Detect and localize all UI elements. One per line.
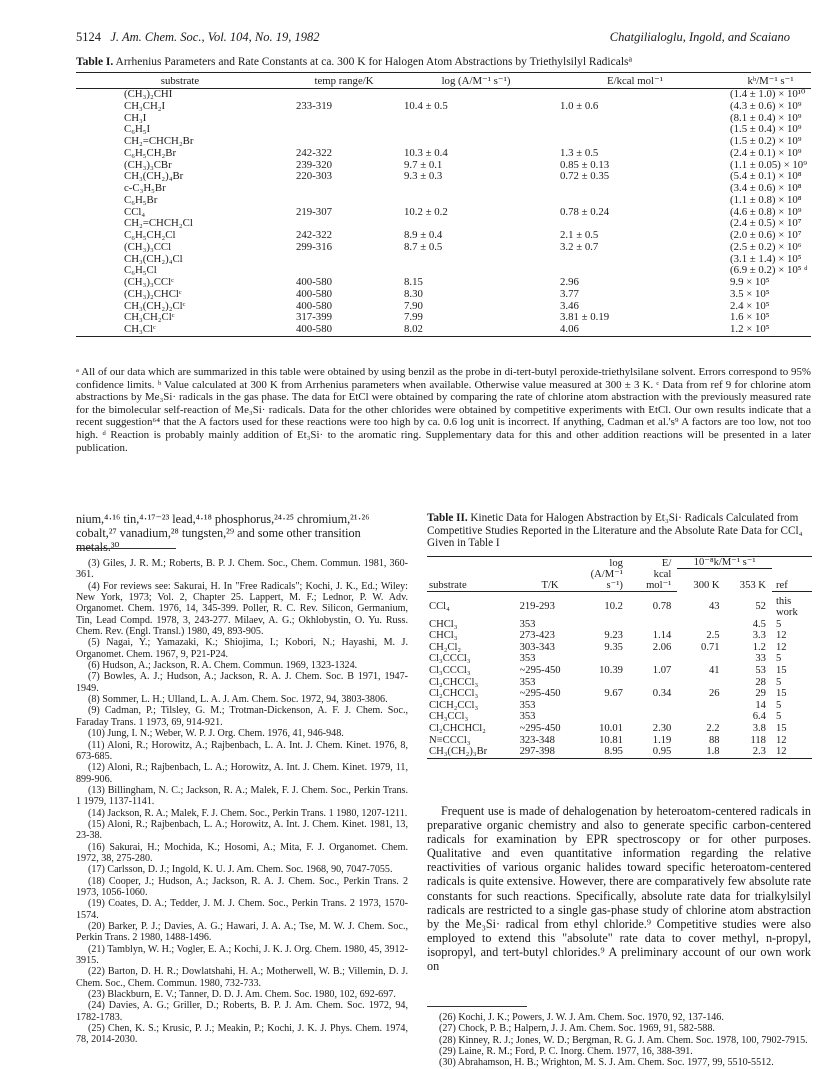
table-1-cell-energy: [548, 136, 710, 148]
reference-item: (26) Kochi, J. K.; Powers, J. W. J. Am. Chem. Soc. 1970, 92, 137-146.: [439, 1012, 724, 1023]
table-2-cell-energy: [629, 653, 677, 665]
table-row: [76, 301, 811, 313]
table-2-cell-substrate: CH₂Cl₂: [429, 641, 462, 653]
reference-item: (25) Chen, K. S.; Krusic, P. J.; Meakin, P.; Kochi, J. K. J. Phys. Chem. 1974, 78, 2014-2030.: [76, 1023, 408, 1046]
table-row: [427, 642, 812, 654]
reference-item: (28) Kinney, R. J.; Jones, W. D.; Bergman, R. G. J. Am. Chem. Soc. 1978, 100, 7902-7915.: [439, 1034, 808, 1046]
table-1-cell-substrate: C₆H₅CH₂Br: [124, 146, 177, 159]
table-1-cell-rate: (4.3 ± 0.6) × 10⁹: [730, 99, 802, 112]
table-2-cell-energy: 0.95: [629, 746, 677, 758]
author-list: Chatgilialoglu, Ingold, and Scaiano: [609, 30, 790, 44]
table-1-cell-rate: (2.5 ± 0.2) × 10⁶: [730, 240, 802, 253]
table-1-cell-rate: 9.9 × 10⁵: [730, 276, 770, 288]
table-1-cell-loga: [392, 89, 548, 101]
table-row: [76, 183, 811, 195]
table-2-cell-energy: 2.06: [652, 641, 672, 653]
table-1-cell-energy: [548, 89, 710, 101]
table-2-col-e-line3: mol⁻¹: [629, 580, 677, 592]
table-1-cell-energy: 3.46: [560, 299, 579, 312]
table-1-cell-temp: 400-580: [284, 324, 392, 336]
reference-item: (4) For reviews see: Sakurai, H. In "Free Radicals"; Kochi, J. K., Ed.; Wiley: New York, 1973; Vol. 2, Chapter 25. Lappert, M. F.; Lednor, P. W. Adv. Organomet. Chem. 1976, 14, 345-399. Poller, R. C. Rev. Silicon, Germanium, Tin, Lead Compd. 1978, 3, 243-277. Milaev, A. G.; Okhlobystin, O. Yu. Russ. Chem. Rev. (Engl. Transl.) 1980, 49, 893-905.: [76, 580, 408, 638]
table-2-cell-energy: [629, 711, 677, 723]
table-1-caption: [76, 56, 806, 69]
table-1-cell-loga: [392, 195, 548, 207]
table-1-cell-energy: 0.85 ± 0.13: [560, 158, 610, 171]
table-2-col-substrate: substrate: [427, 580, 520, 592]
reference-item: (9) Cadman, P.; Tilsley, G. M.; Trotman-Dickenson, A. F. J. Chem. Soc., Faraday Trans. 1 1973, 69, 914-921.: [76, 705, 408, 728]
table-2-cell-k353: 118: [750, 734, 766, 746]
table-2-cell-temp: 353: [519, 618, 536, 630]
table-row: [76, 171, 811, 183]
table-2-cell-substrate: N≡CCCl₃: [429, 734, 471, 746]
table-2-header-row-2: [427, 569, 812, 580]
table-1-col-energy: E/kcal mol⁻¹: [548, 73, 710, 89]
reference-item: (14) Jackson, R. A.; Malek, F. J. Chem. Soc., Perkin Trans. 1 1980, 1207-1211.: [88, 807, 408, 819]
table-1-cell-loga: 8.15: [404, 276, 423, 288]
reference-item: (3) Giles, J. R. M.; Roberts, B. P. J. Chem. Soc., Chem. Commun. 1981, 360-361.: [76, 558, 408, 581]
reference-item: (10) Jung, I. N.; Weber, W. P. J. Org. Chem. 1976, 41, 946-948.: [88, 728, 344, 740]
table-2-cell-loga: 9.67: [604, 688, 623, 700]
table-2-cell-k300: [677, 711, 723, 723]
table-2-cell-ref: this work: [775, 595, 798, 619]
table-1-col-rate: kᵇ/M⁻¹ s⁻¹: [710, 73, 811, 89]
reference-item: (23) Blackburn, E. V.; Tanner, D. D. J. Am. Chem. Soc. 1980, 102, 692-697.: [88, 989, 396, 1001]
table-1-cell-temp: 400-580: [296, 276, 332, 288]
table-2-cell-substrate: Cl₃CCCl₃: [429, 653, 471, 665]
table-2-col-loga-line1: log: [581, 557, 629, 569]
table-2-cell-loga: 8.95: [581, 746, 629, 758]
reference-item: (13) Billingham, N. C.; Jackson, R. A.; Malek, F. J. Chem. Soc., Perkin Trans. 1 1979, 1137-1141.: [76, 784, 408, 808]
table-2-body: [427, 591, 812, 758]
table-1-cell-substrate: (CH₃)₂CHClᶜ: [124, 287, 182, 300]
table-1-cell-substrate: CH₃I: [124, 111, 147, 124]
table-1-cell-temp: 242-322: [296, 146, 332, 159]
table-2-cell-loga: [581, 653, 629, 665]
table-1-cell-rate: (1.5 ± 0.4) × 10⁹: [730, 123, 802, 136]
footnote-divider-right: [427, 1006, 527, 1007]
table-row: [427, 653, 812, 665]
table-2-col-k300: 300 K: [693, 580, 720, 591]
table-2: [427, 556, 812, 759]
table-2-cell-ref: 12: [772, 746, 812, 758]
body-text-right: Frequent use is made of dehalogenation by heteroatom-centered radicals in preparative organic chemistry and also to generate specific carbon-centered radicals for examination by EPR spectroscopy or for other purposes. Qualitative and even quantitative information regarding the relative reactivities of various organic halides toward specific heteroatom-centered radicals is quite extensive. However, there are comparatively few absolute rate constants for such reactions. Specifically, absolute rate data for trialkylsilyl radicals are restricted to a single gas-phase study of chlorine atom abstraction by the Me₃Si· radical from ethyl chloride.⁹ Competitive studies were also employed to extend this "absolute" rate data to cover methyl, n-propyl, isopropyl, and tert-butyl chlorides.⁹ A preliminary account of our own work on: [427, 804, 811, 974]
table-2-cell-temp: ~295-450: [519, 665, 561, 677]
table-2-cell-substrate: CHCl₃: [429, 618, 458, 630]
table-1-cell-substrate: CCl₄: [124, 205, 146, 218]
table-2-cell-energy: [629, 619, 677, 631]
table-1-cell-substrate: CH₂=CHCH₂Br: [124, 135, 194, 147]
table-1-cell-temp: [284, 183, 392, 195]
table-1-cell-temp: 239-320: [296, 158, 332, 171]
reference-item: (27) Chock, P. B.; Halpern, J. J. Am. Chem. Soc. 1969, 91, 582-588.: [439, 1023, 715, 1035]
table-2-cell-temp: 303-343: [519, 641, 555, 653]
table-2-cell-energy: 1.07: [652, 665, 672, 677]
table-1-cell-temp: 400-580: [296, 287, 332, 300]
table-1-cell-substrate: CH₃Clᶜ: [76, 324, 284, 336]
table-2-cell-substrate: CHCl₃: [429, 630, 458, 642]
table-1-cell-loga: 8.30: [404, 287, 423, 300]
table-1-cell-loga: [392, 113, 548, 125]
table-1-cell-substrate: CH₃CH₂I: [124, 99, 166, 112]
table-1-cell-energy: [548, 183, 710, 195]
table-2-col-e-line2: kcal: [653, 568, 672, 580]
table-1-cell-loga: 10.2 ± 0.2: [404, 205, 448, 218]
table-1-cell-rate: (2.4 ± 0.1) × 10⁹: [730, 146, 802, 159]
table-2-cell-k353: 2.3: [724, 746, 772, 758]
reference-item: (16) Sakurai, H.; Mochida, K.; Hosomi, A.; Mita, F. J. Organomet. Chem. 1972, 38, 275-280.: [76, 841, 408, 864]
table-2-cell-substrate: ClCH₂CCl₃: [429, 699, 479, 711]
table-1-cell-temp: 220-303: [296, 170, 332, 183]
table-2-cell-k300: [677, 700, 723, 712]
reference-item: (6) Hudson, A.; Jackson, R. A. Chem. Commun. 1969, 1323-1324.: [88, 660, 358, 672]
table-2-cell-energy: 1.14: [652, 630, 672, 642]
table-2-cell-temp: 353: [519, 711, 536, 723]
table-2-cell-temp: ~295-450: [519, 688, 561, 700]
table-2-cell-energy: [629, 677, 677, 689]
table-1-cell-substrate: CH₃(CH₂)₂Clᶜ: [124, 299, 186, 312]
table-2-cell-energy: [629, 700, 677, 712]
table-2-cell-loga: 9.35: [604, 641, 623, 653]
table-1-body: [76, 89, 811, 337]
table-1-header-row: [76, 73, 811, 89]
table-1-cell-substrate: C₆H₅Cl: [124, 264, 157, 277]
body-text-left: nium,⁴·¹⁶ tin,⁴·¹⁷⁻²³ lead,⁴·¹⁸ phosphorus,²⁴·²⁵ chromium,²¹·²⁶ cobalt,²⁷ vanadium,²⁸ tungsten,²⁹ and some other transition metals.³⁰: [76, 512, 370, 554]
table-1-cell-rate: 1.2 × 10⁵: [710, 324, 811, 336]
table-1-cell-rate: 3.5 × 10⁵: [730, 287, 770, 300]
table-2-cell-k353: 14: [755, 699, 766, 711]
running-header: [76, 30, 790, 46]
table-2-cell-k300: 26: [709, 688, 720, 700]
table-2-cell-substrate: CCl₄: [429, 601, 450, 613]
table-1-col-temp: temp range/K: [284, 73, 392, 89]
table-2-cell-loga: [581, 677, 629, 689]
reference-list-right: [427, 1012, 811, 1069]
table-2-cell-k353: 52: [755, 601, 766, 613]
table-2-cell-substrate: Cl₃CCCl₃: [429, 665, 471, 677]
table-2-cell-loga: 10.01: [599, 723, 623, 735]
table-2-cell-temp: 273-423: [519, 630, 555, 642]
table-row: [76, 218, 811, 230]
table-1: [76, 72, 811, 337]
table-2-cell-loga: 10.81: [599, 734, 623, 746]
table-row: [76, 148, 811, 160]
table-2-cell-k353: 3.3: [752, 630, 766, 642]
table-2-title: Kinetic Data for Halogen Abstraction by Et₃Si· Radicals Calculated from Competitive Studies Reported in the Literature and the Absolute Rate Data for CCl₄ Given in Table I: [427, 512, 803, 550]
table-1-cell-energy: [548, 124, 710, 136]
table-row: [76, 312, 811, 324]
table-1-cell-rate: (3.4 ± 0.6) × 10⁸: [730, 182, 802, 194]
table-1-cell-loga: 10.3 ± 0.4: [404, 146, 448, 159]
table-2-cell-ref: 12: [775, 630, 787, 642]
table-2-cell-ref: 5: [775, 711, 782, 723]
table-1-cell-temp: 242-322: [296, 229, 332, 241]
reference-item: (17) Carlsson, D. J.; Ingold, K. U. J. Am. Chem. Soc. 1968, 90, 7047-7055.: [88, 864, 393, 876]
table-2-cell-ref: 15: [775, 665, 787, 677]
table-2-cell-substrate: Cl₂CHCCl₃: [429, 676, 479, 688]
reference-item: (5) Nagai, Y.; Yamazaki, K.; Shiojima, I.; Kobori, N.; Hayashi, M. J. Organomet. Chem. 1967, 9, P21-P24.: [76, 637, 408, 660]
table-1-cell-substrate: c-C₃H₅Br: [124, 182, 166, 194]
table-row: [427, 735, 812, 747]
table-1-cell-rate: 1.6 × 10⁵: [730, 311, 770, 324]
reference-item: (18) Cooper, J.; Hudson, A.; Jackson, R. A. J. Chem. Soc., Perkin Trans. 2 1973, 1056-1060.: [76, 875, 408, 898]
table-2-cell-temp: 219-293: [519, 601, 555, 613]
table-2-cell-substrate: CH₃(CH₂)₃Br: [427, 746, 520, 758]
table-row: [427, 619, 812, 631]
table-1-cell-temp: [284, 124, 392, 136]
table-2-cell-temp: 353: [519, 676, 536, 688]
table-1-cell-rate: (1.5 ± 0.2) × 10⁹: [730, 135, 802, 147]
table-2-header-row-1: [427, 557, 812, 569]
table-2-cell-k353: 3.8: [752, 723, 766, 735]
table-1-cell-temp: [284, 136, 392, 148]
table-1-cell-rate: (8.1 ± 0.4) × 10⁹: [730, 111, 802, 124]
table-2-cell-ref: 5: [775, 676, 782, 688]
table-1-cell-energy: 2.96: [560, 276, 579, 288]
table-1-cell-temp: [284, 195, 392, 207]
table-row: [427, 746, 812, 758]
table-1-cell-substrate: C₆H₅CH₂Cl: [124, 229, 176, 241]
table-2-cell-k300: 1.8: [677, 746, 723, 758]
table-2-cell-ref: 5: [775, 699, 782, 711]
reference-item: (11) Aloni, R.; Horowitz, A.; Rajbenbach, L. A. Int. J. Chem. Kinet. 1976, 8, 673-685.: [76, 739, 408, 762]
table-1-cell-energy: 3.77: [560, 287, 579, 300]
table-2-cell-energy: 2.30: [652, 723, 672, 735]
reference-item: (20) Barker, P. J.; Davies, A. G.; Hawari, J. A. A.; Tse, M. W. J. Chem. Soc., Perkin Trans. 2 1980, 1488-1496.: [76, 921, 408, 944]
table-row: [76, 113, 811, 125]
table-row: [76, 160, 811, 172]
table-1-cell-energy: [548, 195, 710, 207]
table-1-cell-loga: 8.7 ± 0.5: [404, 240, 443, 253]
table-2-cell-substrate: Cl₂CHCCl₃: [429, 688, 479, 700]
reference-item: (29) Laine, R. M.; Ford, P. C. Inorg. Chem. 1977, 16, 388-391.: [439, 1046, 693, 1058]
table-row: [76, 101, 811, 113]
table-1-cell-temp: 299-316: [296, 240, 332, 253]
table-2-cell-energy: 0.78: [652, 601, 672, 613]
table-1-col-substrate: substrate: [76, 73, 284, 89]
table-1-label: Table I.: [76, 56, 114, 68]
table-1-title: Arrhenius Parameters and Rate Constants at ca. 300 K for Halogen Atom Abstractions by Triethylsilyl Radicals: [115, 56, 629, 68]
table-1-cell-loga: 7.99: [404, 311, 423, 324]
table-2-cell-k353: 28: [755, 676, 766, 688]
table-row: [76, 265, 811, 277]
table-1-cell-energy: 3.2 ± 0.7: [560, 240, 599, 253]
table-2-col-loga-line3: s⁻¹): [581, 580, 629, 592]
table-1-cell-substrate: CH₂=CHCH₂Cl: [124, 217, 193, 230]
table-1-cell-loga: [392, 183, 548, 195]
table-2-cell-k353: 29: [755, 688, 766, 700]
table-row: [427, 665, 812, 677]
table-1-cell-energy: 1.3 ± 0.5: [560, 146, 599, 159]
table-1-cell-rate: (4.6 ± 0.8) × 10⁹: [730, 205, 802, 218]
table-2-label: Table II.: [427, 512, 468, 524]
table-2-cell-k353: 4.5: [752, 618, 766, 630]
journal-citation: J. Am. Chem. Soc., Vol. 104, No. 19, 1982: [110, 30, 320, 44]
table-2-cell-temp: ~295-450: [519, 723, 561, 735]
table-row: [427, 711, 812, 723]
table-2-cell-k353: 53: [755, 665, 766, 677]
table-1-cell-temp: 219-307: [296, 205, 332, 218]
table-2-cell-temp: 353: [519, 699, 536, 711]
table-2-cell-loga: [581, 711, 629, 723]
table-2-cell-k353: 6.4: [752, 711, 766, 723]
table-2-cell-temp: 297-398: [520, 746, 581, 758]
table-1-cell-loga: 9.3 ± 0.3: [404, 170, 443, 183]
table-2-cell-ref: 15: [775, 723, 787, 735]
table-2-cell-ref: 5: [775, 653, 782, 665]
reference-item: (12) Aloni, R.; Rajbenbach, L. A.; Horowitz, A. Int. J. Chem. Kinet. 1979, 11, 899-906.: [76, 762, 408, 785]
reference-item: (24) Davies, A. G.; Griller, D.; Roberts, B. P. J. Am. Chem. Soc. 1972, 94, 1782-1783.: [76, 1000, 408, 1023]
table-2-cell-ref: 12: [775, 641, 787, 653]
table-row: [427, 700, 812, 712]
reference-item: (21) Tamblyn, W. H.; Vogler, E. A.; Kochi, J. K. J. Org. Chem. 1980, 45, 3912-3915.: [76, 943, 408, 967]
table-row: [76, 195, 811, 207]
table-1-cell-loga: 8.9 ± 0.4: [404, 229, 443, 241]
table-2-cell-k353: 1.2: [752, 641, 766, 653]
table-2-cell-loga: 9.23: [604, 630, 623, 642]
table-row: [76, 230, 811, 242]
table-2-col-loga-line2: (A/M⁻¹: [590, 568, 623, 580]
table-1-cell-rate: (1.1 ± 0.8) × 10⁸: [730, 193, 802, 206]
reference-item: (7) Bowles, A. J.; Hudson, A.; Jackson, R. A. J. Chem. Soc. B 1971, 1947-1949.: [76, 671, 408, 694]
table-1-cell-temp: 233-319: [296, 99, 332, 112]
table-row: [76, 324, 811, 336]
reference-item: (15) Aloni, R.; Rajbenbach, L. A.; Horowitz, A. Int. J. Chem. Kinet. 1981, 13, 23-38.: [76, 818, 408, 842]
table-1-cell-temp: 317-399: [296, 311, 332, 324]
table-1-cell-rate: (6.9 ± 0.2) × 10⁵ ᵈ: [730, 264, 808, 277]
table-2-cell-k300: 2.2: [706, 723, 720, 735]
table-1-cell-substrate: (CH₃)₃CClᶜ: [124, 276, 174, 288]
table-row: [427, 630, 812, 642]
table-2-cell-k300: 0.71: [701, 641, 720, 653]
table-1-cell-rate: (3.1 ± 1.4) × 10⁵: [730, 252, 802, 265]
table-2-col-k353: 353 K: [739, 580, 766, 591]
table-2-col-ref: ref: [772, 580, 812, 592]
table-row: [76, 89, 811, 101]
table-2-cell-substrate: Cl₂CHCHCl₂: [429, 723, 486, 735]
table-1-cell-rate: 2.4 × 10⁵: [730, 299, 770, 312]
table-row: [76, 277, 811, 289]
page-number: 5124: [76, 30, 101, 44]
table-1-cell-temp: [284, 89, 392, 101]
table-2-cell-temp: 353: [519, 653, 536, 665]
table-2-cell-loga: [581, 619, 629, 631]
table-2-col-k-group: 10⁻⁸k/M⁻¹ s⁻¹: [677, 557, 772, 569]
table-1-cell-substrate: (CH₃)₃CBr: [124, 158, 172, 171]
table-1-cell-energy: [548, 254, 710, 266]
table-2-col-e-line1: E/: [629, 557, 677, 569]
table-row: [76, 289, 811, 301]
table-1-cell-rate: (1.1 ± 0.05) × 10⁹: [730, 158, 807, 171]
table-1-cell-loga: 8.02: [392, 324, 548, 336]
table-1-cell-energy: 0.72 ± 0.35: [560, 170, 610, 183]
table-1-cell-energy: 3.81 ± 0.19: [560, 311, 610, 324]
table-1-cell-energy: 2.1 ± 0.5: [560, 229, 599, 241]
table-row: [427, 688, 812, 700]
table-1-cell-loga: [392, 136, 548, 148]
table-row: [76, 254, 811, 266]
table-2-cell-k300: 88: [709, 734, 720, 746]
table-row: [76, 242, 811, 254]
reference-item: (19) Coates, D. A.; Tedder, J. M. J. Chem. Soc., Perkin Trans. 2 1973, 1570-1574.: [76, 898, 408, 921]
table-row: [427, 723, 812, 735]
reference-list-left: [76, 558, 408, 1046]
table-1-cell-rate: (2.0 ± 0.6) × 10⁷: [730, 229, 802, 241]
reference-item: (8) Sommer, L. H.; Ulland, L. A. J. Am. Chem. Soc. 1972, 94, 3803-3806.: [88, 694, 388, 706]
table-1-cell-loga: [392, 254, 548, 266]
reference-item: (30) Abrahamson, H. B.; Wrighton, M. S. J. Am. Chem. Soc. 1977, 99, 5510-5512.: [439, 1057, 774, 1069]
table-2-cell-k353: 33: [755, 653, 766, 665]
table-1-cell-loga: [392, 124, 548, 136]
table-1-cell-substrate: C₆H₅Br: [124, 193, 158, 206]
table-2-cell-k300: 43: [709, 601, 720, 613]
table-1-cell-temp: [284, 254, 392, 266]
table-2-cell-loga: 10.2: [604, 601, 623, 613]
table-2-cell-loga: 10.39: [599, 665, 623, 677]
table-1-cell-rate: (2.4 ± 0.5) × 10⁷: [730, 217, 802, 230]
table-2-col-temp: T/K: [520, 580, 581, 592]
table-1-cell-energy: 4.06: [548, 324, 710, 336]
table-1-col-loga: log (A/M⁻¹ s⁻¹): [392, 73, 548, 89]
table-1-cell-energy: 0.78 ± 0.24: [560, 205, 610, 218]
table-1-cell-loga: 7.90: [404, 299, 423, 312]
table-2-cell-k300: 41: [709, 665, 720, 677]
table-1-cell-substrate: C₆H₅I: [124, 123, 151, 136]
table-1-cell-temp: [284, 113, 392, 125]
table-2-cell-k300: [677, 677, 723, 689]
table-1-cell-rate: (5.4 ± 0.1) × 10⁸: [730, 170, 802, 183]
table-2-cell-ref: 5: [775, 618, 782, 630]
table-2-cell-substrate: CH₃CCl₃: [429, 711, 469, 723]
table-2-cell-k300: 2.5: [706, 630, 720, 642]
table-2-cell-k300: [677, 653, 723, 665]
table-2-cell-loga: [581, 700, 629, 712]
table-1-cell-energy: 1.0 ± 0.6: [560, 99, 599, 112]
table-1-cell-substrate: CH₃(CH₂)₄Br: [124, 170, 184, 183]
table-2-cell-energy: 1.19: [652, 734, 672, 746]
table-1-footnote: ᵃ All of our data which are summarized in this table were obtained by using benzil as the probe in di-tert-butyl peroxide-triethylsilane solvent. Errors correspond to 95% confidence limits. ᵇ Value calculated at 300 K from Arrhenius parameters when available. Otherwise value measured at 300 ± 3 K. ᶜ Data from ref 9 for chlorine atom abstractions by Me₃Si· radicals in the gas phase. The data for EtCl were obtained by comparing the rate of chlorine atom abstraction with the previously measured rate for the bimolecular self-reaction of Me₃Si· radicals. Data for the other chlorides were obtained by competitive experiments with EtCl. Our own results indicate that a recent suggestion⁶⁴ that the A factors used for these reactions were too high by ca. 0.6 log unit is incorrect. If anything, Cadman et al.'s⁹ A factors are too low, not too high. ᵈ Reaction is probably mainly addition of Et₃Si· to the aromatic ring. Supplementary data for this and other addition reactions will be presented in a later publication.: [76, 366, 811, 454]
table-1-caption-note: a: [628, 54, 633, 64]
table-2-cell-temp: 323-348: [519, 734, 555, 746]
table-row: [76, 136, 811, 148]
table-2-cell-energy: 0.34: [652, 688, 672, 700]
reference-item: (22) Barton, D. H. R.; Dowlatshahi, H. A.; Motherwell, W. B.; Villemin, D. J. Chem. Soc., Chem. Commun. 1980, 732-733.: [76, 966, 408, 989]
table-1-cell-energy: [548, 113, 710, 125]
table-2-cell-k300: [677, 619, 723, 631]
table-1-cell-temp: 400-580: [296, 299, 332, 312]
footnote-divider-left: [76, 548, 176, 549]
table-row: [427, 677, 812, 689]
table-1-cell-rate: (1.4 ± 1.0) × 10¹⁰: [730, 88, 806, 100]
table-1-cell-substrate: CH₃CH₂Clᶜ: [124, 311, 175, 324]
table-1-cell-substrate: CH₃(CH₂)₄Cl: [124, 252, 183, 265]
table-1-cell-loga: 9.7 ± 0.1: [404, 158, 443, 171]
table-2-cell-ref: 12: [775, 734, 787, 746]
table-2-cell-ref: 15: [775, 688, 787, 700]
table-row: [427, 591, 812, 619]
table-1-cell-loga: 10.4 ± 0.5: [404, 99, 448, 112]
table-1-cell-substrate: (CH₃)₂CHI: [124, 88, 173, 100]
table-2-caption: [427, 512, 812, 550]
table-1-cell-substrate: (CH₃)₃CCl: [124, 240, 172, 253]
